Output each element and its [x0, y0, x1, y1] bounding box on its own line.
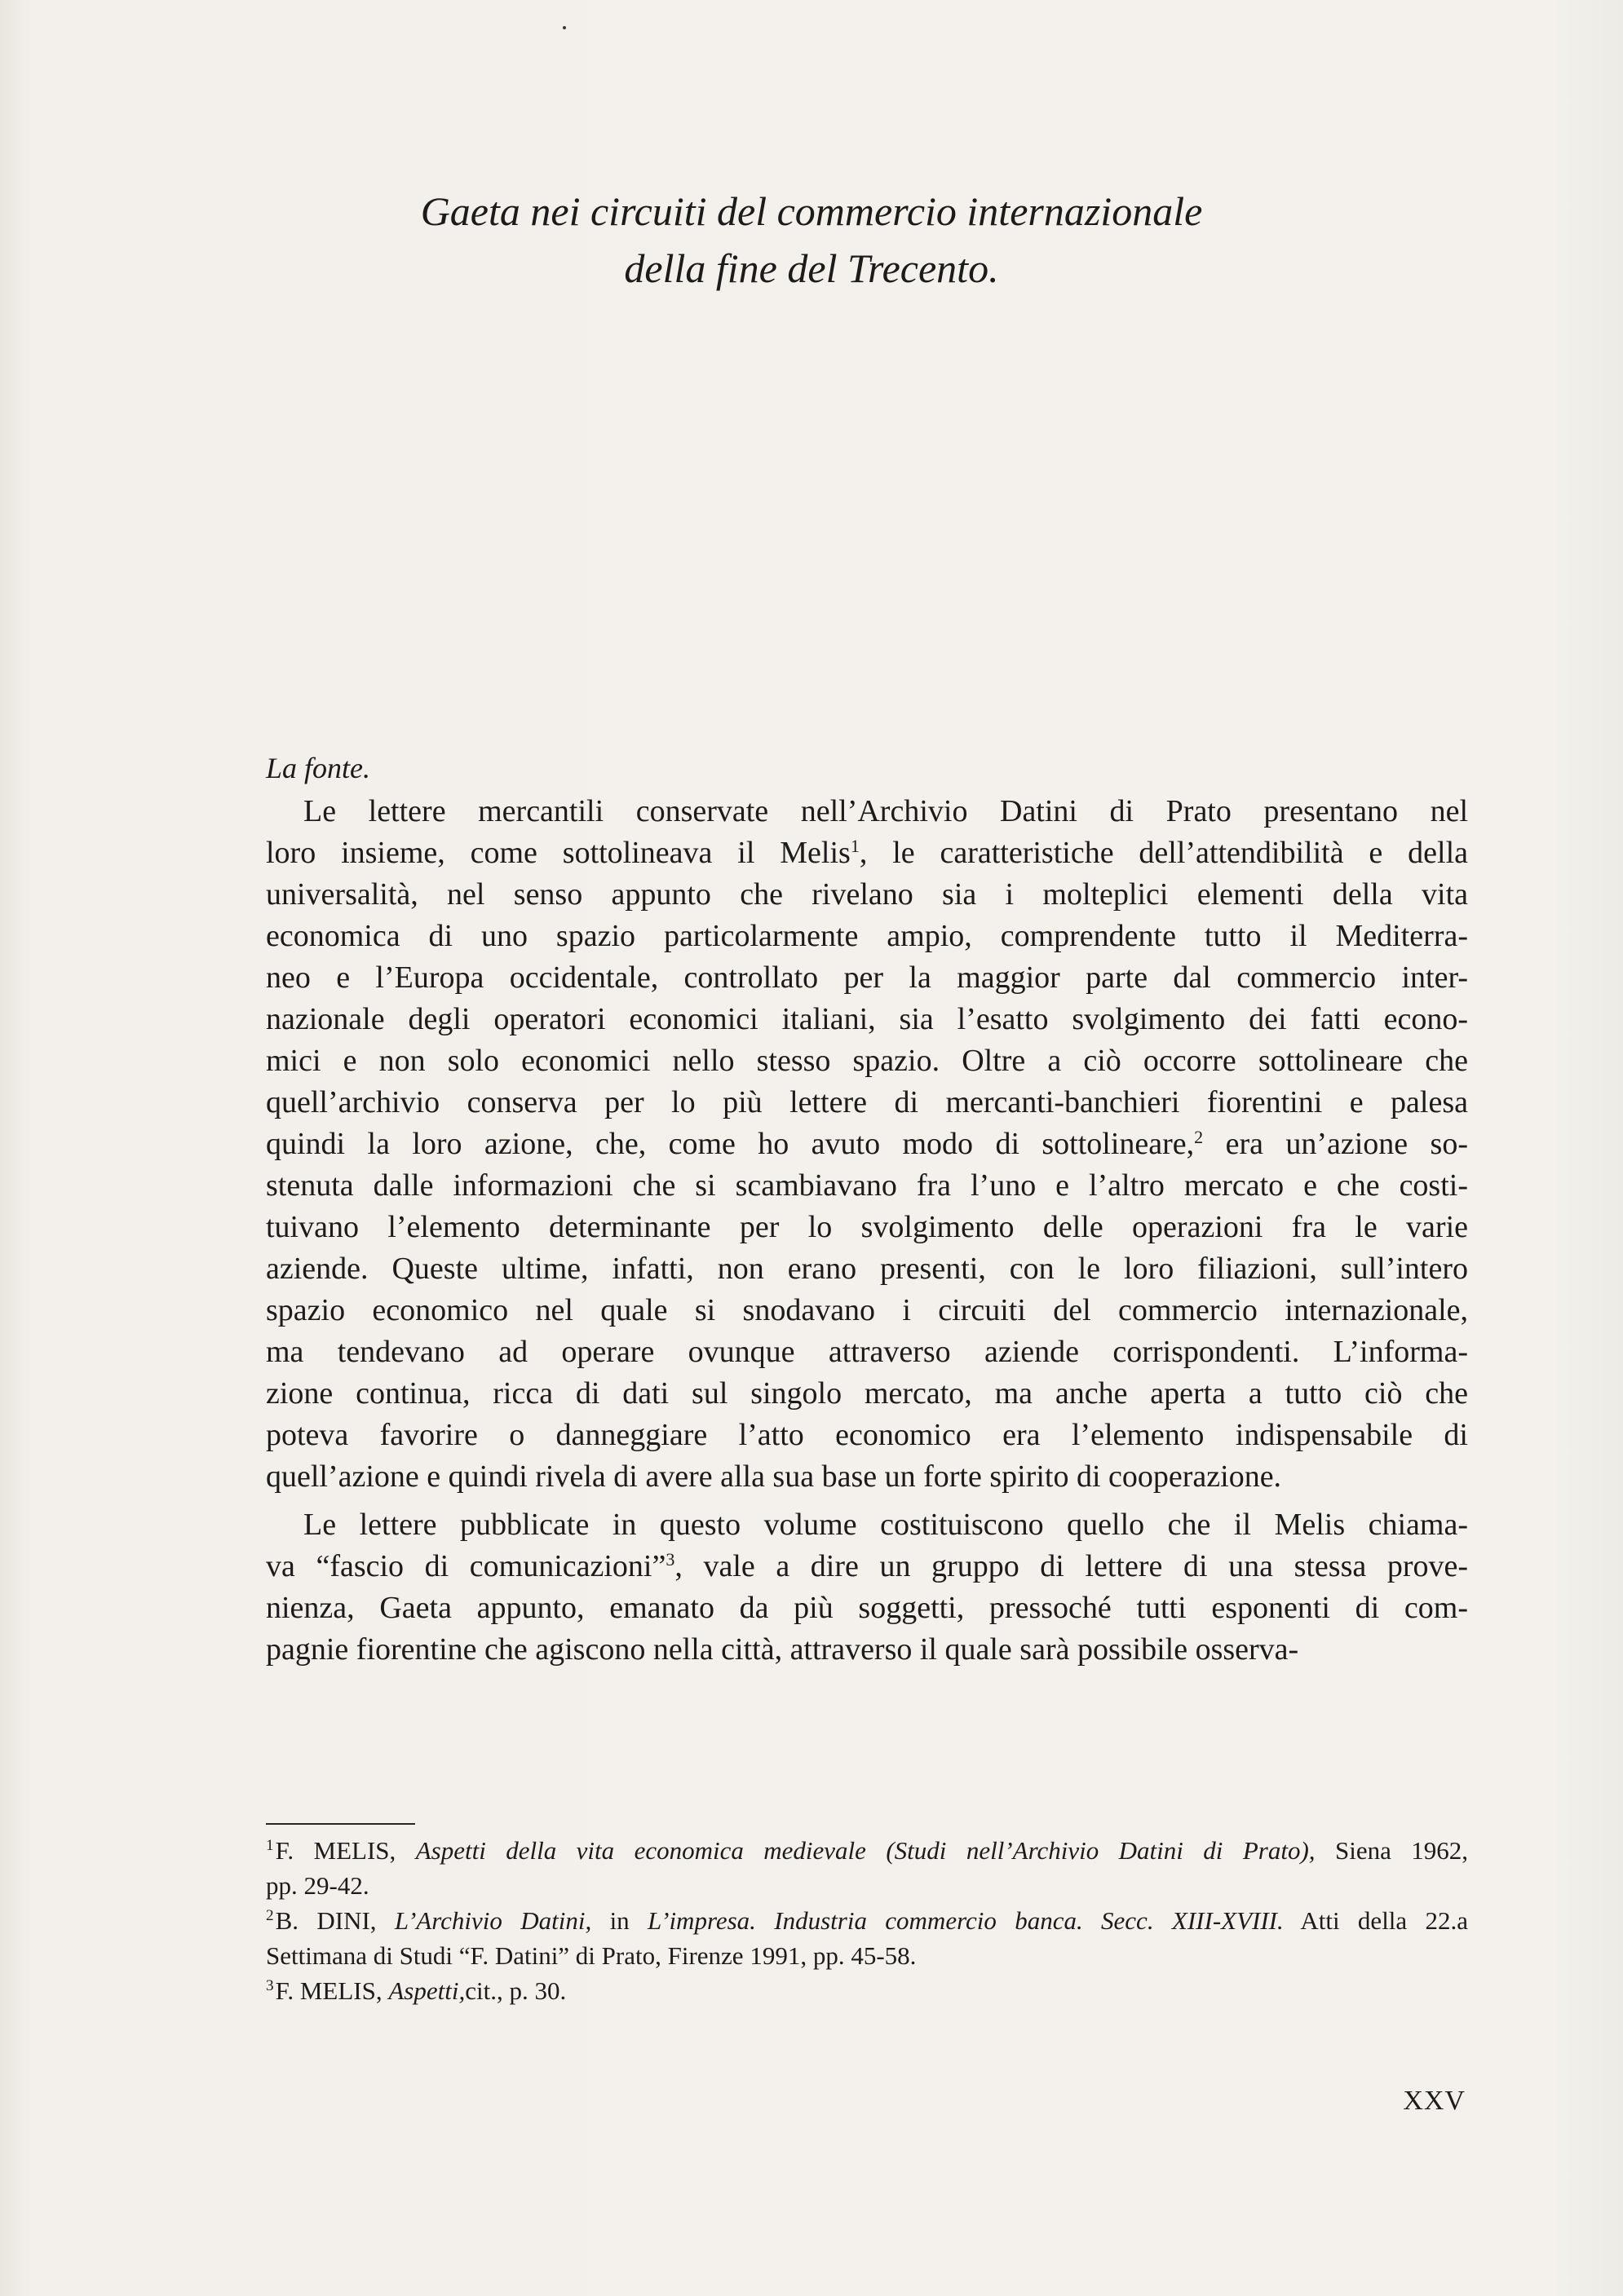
footnote-author: F. MELIS, [275, 1836, 396, 1865]
footnote-reference: 1 [850, 835, 860, 856]
footnotes [266, 1833, 1468, 2008]
footnote-connector: in [609, 1906, 630, 1935]
text-line: economica di uno spazio particolarmente ampio, comprendente tutto il Mediterra- [266, 919, 1468, 953]
text-line: spazio economico nel quale si snodavano i circuiti del commercio internazionale, [266, 1293, 1468, 1327]
chapter-title-line-1: Gaeta nei circuiti del commercio internazionale [420, 188, 1203, 234]
footnote-publication: Siena 1962, [1334, 1836, 1469, 1865]
footnote-author: B. DINI, [275, 1906, 377, 1935]
section-heading: La fonte. [266, 752, 371, 784]
footnote-publication: Atti della 22.a [1300, 1906, 1469, 1935]
footnote-work-title: Aspetti della vita economica medievale (Studi nell’Archivio Datini di Prato), [415, 1836, 1316, 1865]
body-text [266, 791, 1468, 1671]
text-line: loro insieme, come sottolineava il Melis$^1$, le caratteristiche dell’attendibilità e della [266, 835, 1468, 870]
text-line: aziende. Queste ultime, infatti, non erano presenti, con le loro filiazioni, sull’intero [266, 1252, 1468, 1286]
footnote-continuation: pp. 29-42. [266, 1871, 369, 1900]
text-line: neo e l’Europa occidentale, controllato per la maggior parte dal commercio inter- [266, 960, 1468, 995]
footnote-volume-title: L’impresa. Industria commercio banca. Secc. XIII-XVIII. [648, 1906, 1284, 1935]
footnote-mark: 2 [266, 1907, 274, 1925]
text-line: va “fascio di comunicazioni”$^3$, vale a dire un gruppo di lettere di una stessa prove- [266, 1548, 1468, 1583]
text-line: mici e non solo economici nello stesso spazio. Oltre a ciò occorre sottolineare che [266, 1044, 1468, 1078]
footnote-mark: 1 [266, 1837, 274, 1855]
footnote-publication: cit., p. 30. [465, 1976, 567, 2005]
footnote-work-title: Aspetti, [388, 1976, 466, 2005]
footnote-1 [266, 1833, 1468, 1903]
chapter-title [245, 183, 1378, 297]
text-line: universalità, nel senso appunto che rivelano sia i molteplici elementi della vita [266, 877, 1468, 912]
text-line: stenuta dalle informazioni che si scambiavano fra l’uno e l’altro mercato e che costi- [266, 1168, 1468, 1203]
text-line: quell’azione e quindi rivela di avere alla sua base un forte spirito di cooperazione. [266, 1459, 1282, 1494]
text-line: zione continua, ricca di dati sul singolo mercato, ma anche aperta a tutto ciò che [266, 1376, 1468, 1411]
footnote-work-title: L’Archivio Datini, [394, 1906, 592, 1935]
ink-dot [563, 26, 566, 29]
text-line: nienza, Gaeta appunto, emanato da più soggetti, pressoché tutti esponenti di com- [266, 1591, 1468, 1625]
paragraph-2 [266, 1504, 1468, 1671]
text-line: tuivano l’elemento determinante per lo svolgimento delle operazioni fra le varie [266, 1210, 1468, 1244]
chapter-title-line-2: della fine del Trecento. [624, 245, 999, 291]
text-line: poteva favorire o danneggiare l’atto economico era l’elemento indispensabile di [266, 1418, 1468, 1452]
text-line: nazionale degli operatori economici italiani, sia l’esatto svolgimento dei fatti econo- [266, 1002, 1468, 1036]
footnote-author: F. MELIS, [275, 1976, 383, 2005]
footnote-reference: 3 [666, 1548, 675, 1570]
text-line: quindi la loro azione, che, come ho avuto modo di sottolineare,$^2$ era un’azione so- [266, 1126, 1469, 1161]
text-line: pagnie fiorentine che agiscono nella città, attraverso il quale sarà possibile osserva- [266, 1632, 1299, 1667]
footnote-reference: 2 [1194, 1126, 1204, 1147]
footnote-continuation: Settimana di Studi “F. Datini” di Prato, Firenze 1991, pp. 45-58. [266, 1941, 917, 1970]
footnote-mark: 3 [266, 1977, 274, 1995]
paragraph-1 [266, 791, 1468, 1498]
page-number: XXV [1403, 2086, 1466, 2116]
text-line: Le lettere mercantili conservate nell’Archivio Datini di Prato presentano nel [303, 794, 1468, 828]
footnote-2 [266, 1903, 1468, 1973]
text-line: Le lettere pubblicate in questo volume costituiscono quello che il Melis chiama- [303, 1508, 1468, 1542]
footnote-3 [266, 1973, 1468, 2008]
text-line: quell’archivio conserva per lo più lettere di mercanti-banchieri fiorentini e palesa [266, 1085, 1468, 1119]
text-line: ma tendevano ad operare ovunque attraverso aziende corrispondenti. L’informa- [266, 1335, 1468, 1369]
footnote-rule [266, 1823, 415, 1825]
